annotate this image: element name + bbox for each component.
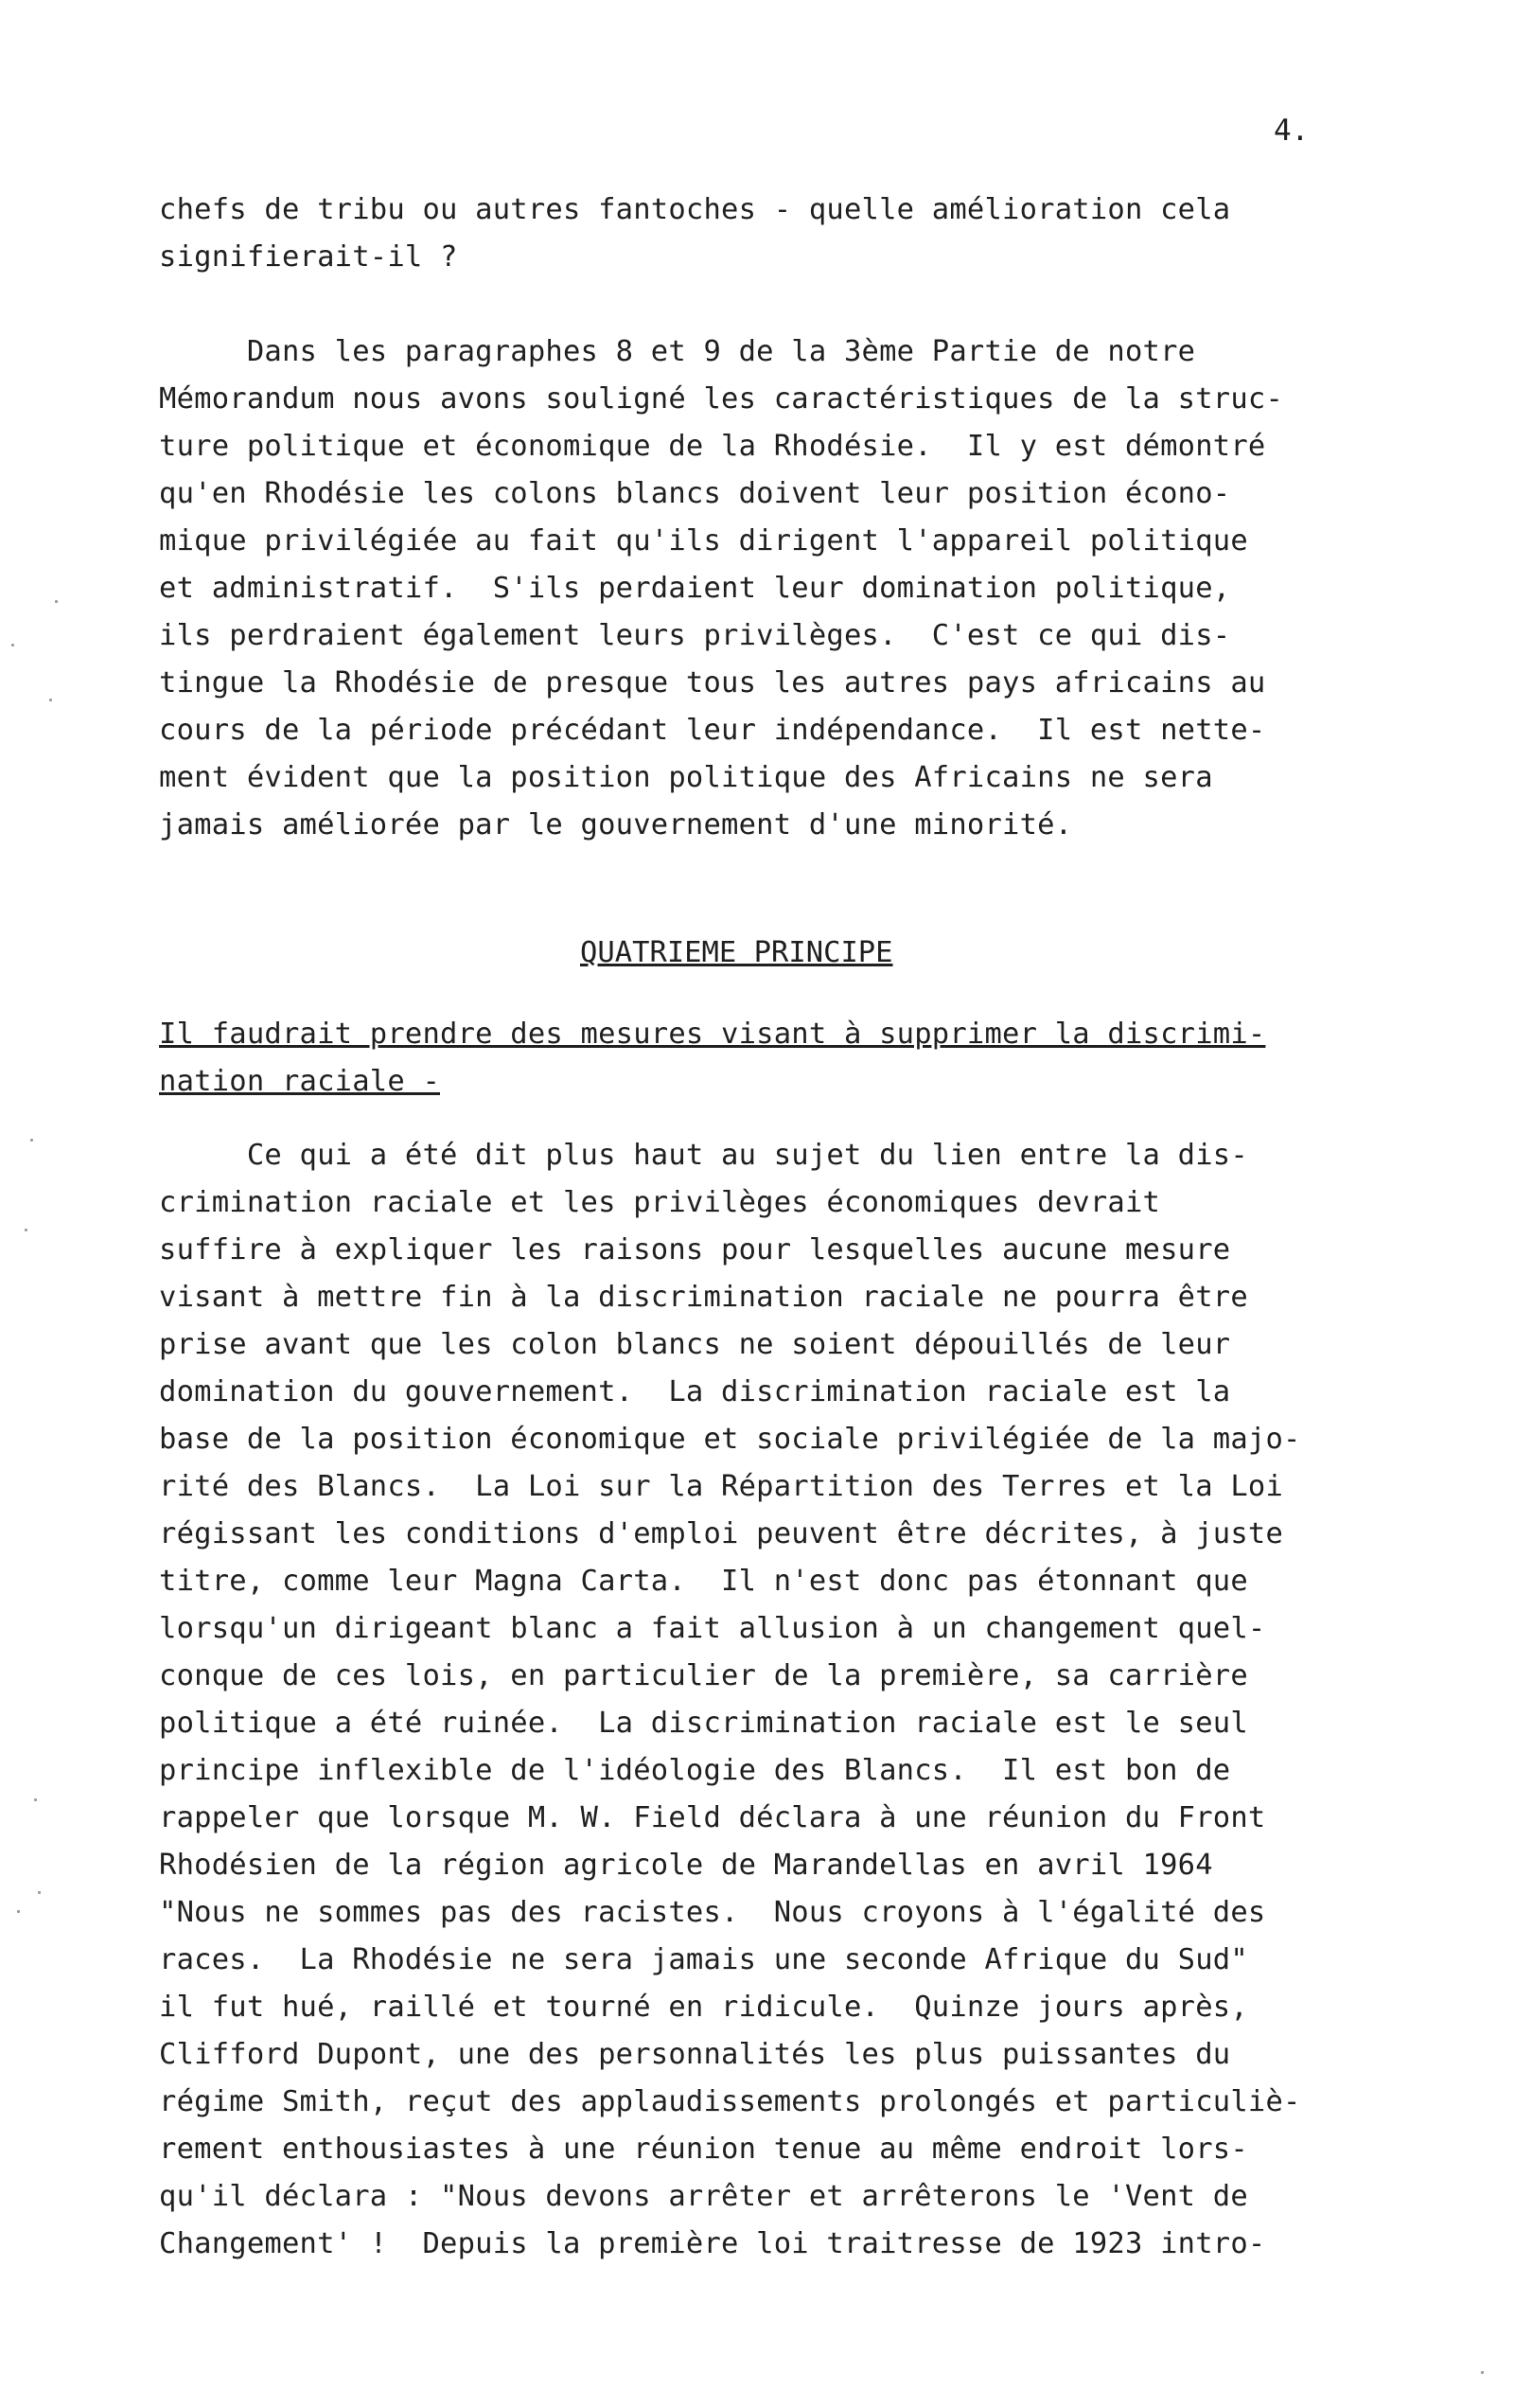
text-line: suffire à expliquer les raisons pour lesquelles aucune mesure: [159, 1233, 1231, 1266]
text-line: jamais améliorée par le gouvernement d'une minorité.: [159, 808, 1073, 841]
paragraph-3: [159, 1132, 1417, 2268]
text-line: titre, comme leur Magna Carta. Il n'est donc pas étonnant que: [159, 1565, 1248, 1598]
text-line: et administratif. S'ils perdaient leur domination politique,: [159, 572, 1231, 605]
text-line: Mémorandum nous avons souligné les caractéristiques de la struc-: [159, 382, 1284, 416]
text-line: qu'il déclara : "Nous devons arrêter et arrêterons le 'Vent de: [159, 2180, 1248, 2213]
section-heading: QUATRIEME PRINCIPE: [580, 936, 893, 969]
text-line: chefs de tribu ou autres fantoches - quelle amélioration cela: [159, 193, 1231, 226]
text-line: principe inflexible de l'idéologie des Blancs. Il est bon de: [159, 1754, 1231, 1787]
paragraph-1: [159, 186, 1417, 281]
text-line: visant à mettre fin à la discrimination raciale ne pourra être: [159, 1281, 1248, 1314]
text-line: "Nous ne sommes pas des racistes. Nous croyons à l'égalité des: [159, 1896, 1266, 1929]
text-line: Rhodésien de la région agricole de Marandellas en avril 1964: [159, 1849, 1213, 1882]
text-line: base de la position économique et sociale privilégiée de la majo-: [159, 1423, 1301, 1456]
text-line: il fut hué, raillé et tourné en ridicule. Quinze jours après,: [159, 1991, 1248, 2024]
page-number: 4.: [1274, 114, 1310, 148]
scan-speck: [38, 1891, 41, 1894]
text-line: prise avant que les colon blancs ne soient dépouillés de leur: [159, 1328, 1231, 1361]
principle-statement: [159, 1011, 1417, 1106]
text-line: cours de la période précédant leur indépendance. Il est nette-: [159, 714, 1266, 747]
text-line: ment évident que la position politique des Africains ne sera: [159, 761, 1213, 794]
text-line: Dans les paragraphes 8 et 9 de la 3ème Partie de notre: [159, 335, 1196, 368]
text-line: ils perdraient également leurs privilèges. C'est ce qui dis-: [159, 619, 1231, 652]
text-line: lorsqu'un dirigeant blanc a fait allusion à un changement quel-: [159, 1612, 1266, 1645]
paragraph-2: [159, 328, 1417, 849]
scan-speck: [25, 1229, 27, 1231]
text-line: rement enthousiastes à une réunion tenue au même endroit lors-: [159, 2133, 1248, 2166]
text-line: races. La Rhodésie ne sera jamais une seconde Afrique du Sud": [159, 1943, 1248, 1976]
text-line: domination du gouvernement. La discrimination raciale est la: [159, 1375, 1231, 1408]
scan-speck: [30, 1139, 33, 1142]
text-line: signifierait-il ?: [159, 240, 458, 274]
text-line: Il faudrait prendre des mesures visant à supprimer la discrimi-: [159, 1018, 1266, 1051]
text-line: mique privilégiée au fait qu'ils dirigent l'appareil politique: [159, 524, 1248, 558]
text-line: ture politique et économique de la Rhodésie. Il y est démontré: [159, 430, 1266, 463]
text-line: qu'en Rhodésie les colons blancs doivent leur position écono-: [159, 477, 1231, 510]
scan-speck: [49, 699, 52, 701]
text-line: politique a été ruinée. La discrimination raciale est le seul: [159, 1707, 1248, 1740]
text-line: régissant les conditions d'emploi peuvent être décrites, à juste: [159, 1517, 1284, 1550]
text-line: conque de ces lois, en particulier de la première, sa carrière: [159, 1659, 1248, 1692]
text-line: Clifford Dupont, une des personnalités les plus puissantes du: [159, 2038, 1231, 2071]
scan-speck: [17, 1910, 20, 1913]
text-line: nation raciale -: [159, 1065, 441, 1098]
text-line: Ce qui a été dit plus haut au sujet du lien entre la dis-: [159, 1139, 1248, 1172]
text-line: rité des Blancs. La Loi sur la Répartition des Terres et la Loi: [159, 1470, 1284, 1503]
scan-speck: [11, 644, 14, 646]
text-line: crimination raciale et les privilèges économiques devrait: [159, 1186, 1161, 1219]
scan-speck: [55, 600, 58, 603]
scan-speck: [34, 1798, 37, 1801]
scan-speck: [1481, 2371, 1484, 2374]
text-line: rappeler que lorsque M. W. Field déclara à une réunion du Front: [159, 1801, 1266, 1834]
text-line: tingue la Rhodésie de presque tous les autres pays africains au: [159, 666, 1266, 699]
text-line: régime Smith, reçut des applaudissements prolongés et particuliè-: [159, 2085, 1301, 2118]
text-line: Changement' ! Depuis la première loi traitresse de 1923 intro-: [159, 2227, 1266, 2260]
